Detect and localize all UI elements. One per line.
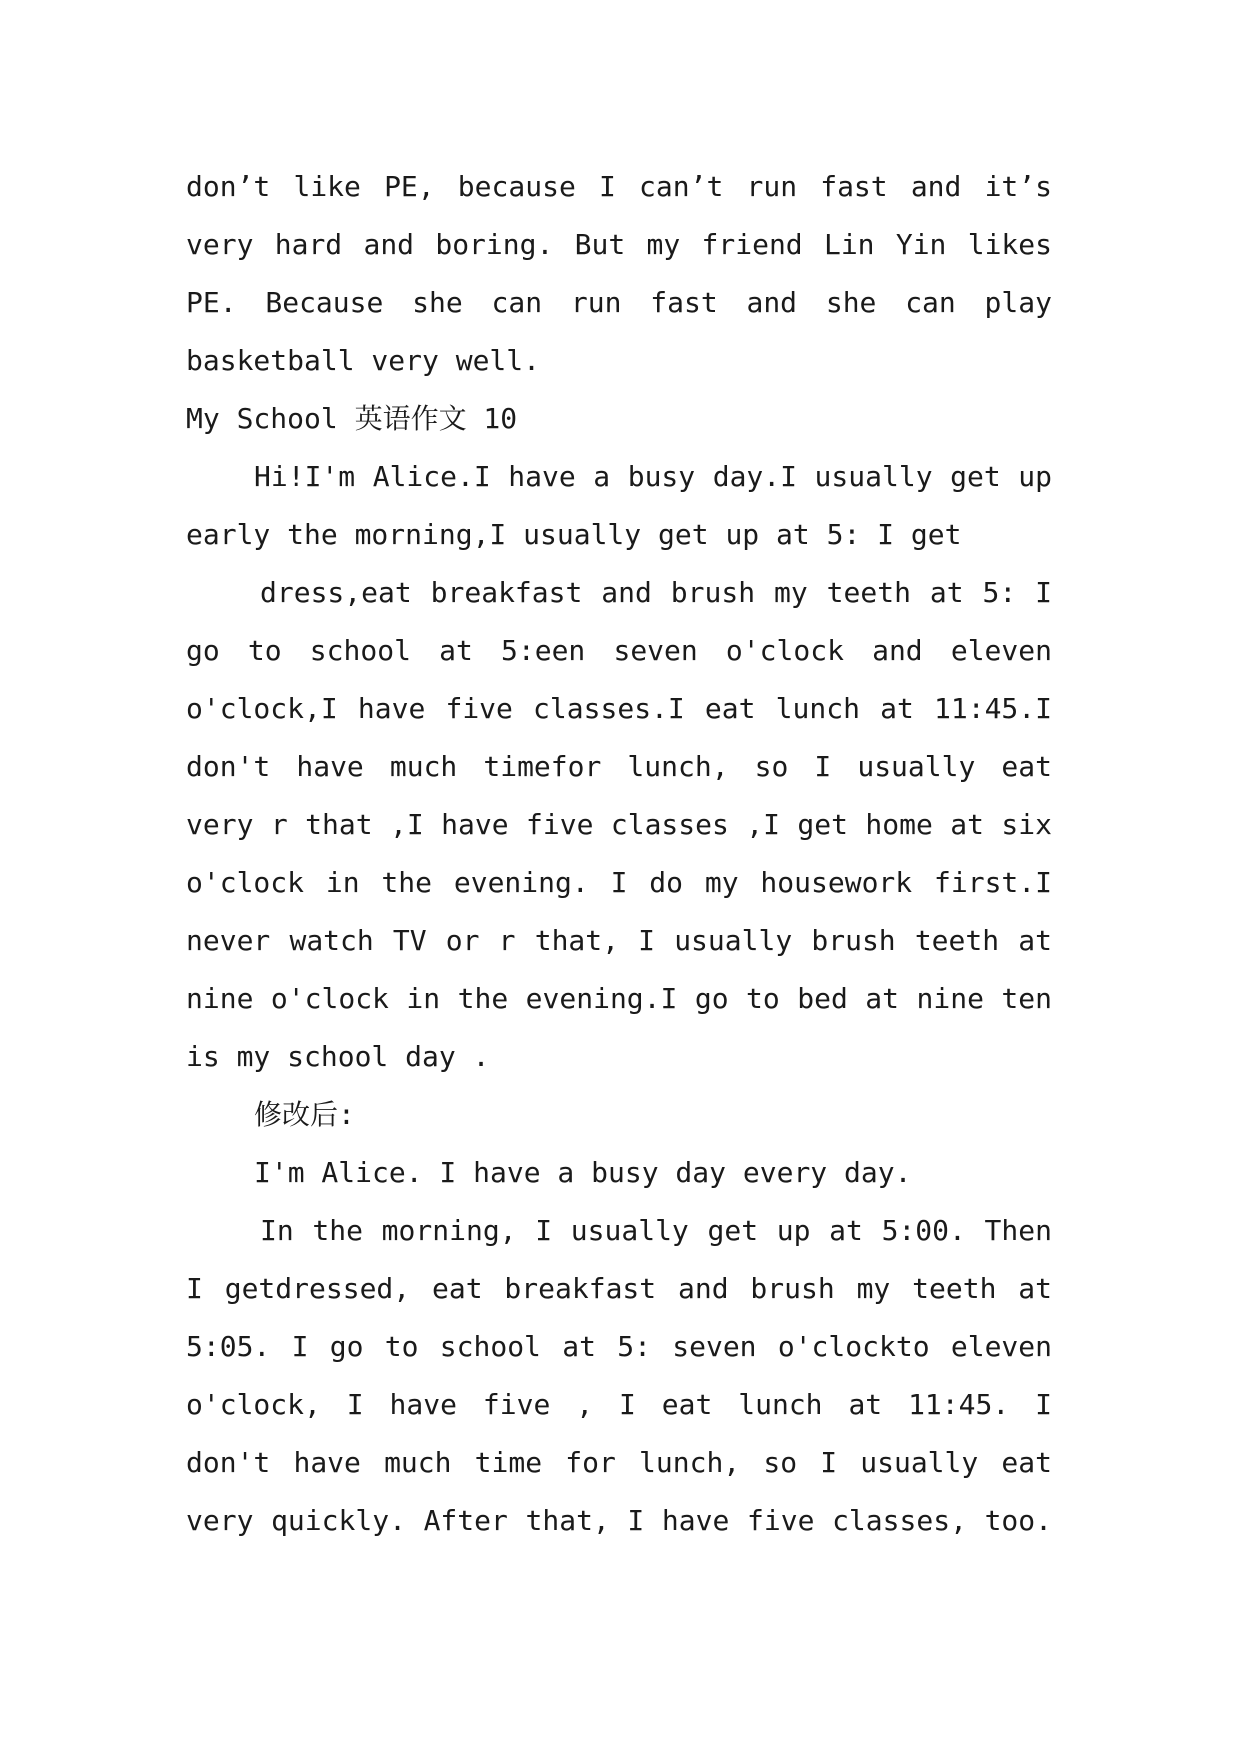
text-line: I getdressed, eat breakfast and brush my teeth at [186, 1272, 1052, 1305]
text-line: is my school day . [186, 1040, 490, 1073]
text-line: dress,eat breakfast and brush my teeth at 5: I [260, 576, 1052, 609]
text-line: I'm Alice. I have a busy day every day. [254, 1156, 912, 1189]
text-line: PE. Because she can run fast and she can play [186, 286, 1052, 319]
text-line: don’t like PE, because I can’t run fast and it’s [186, 170, 1052, 203]
text-line: o'clock in the evening. I do my housework first.I [186, 866, 1052, 899]
text-line: o'clock,I have five classes.I eat lunch at 11:45.I [186, 692, 1052, 725]
text-line: very r that ,I have five classes ,I get home at six [186, 808, 1052, 841]
text-line: early the morning,I usually get up at 5: I get [186, 518, 962, 551]
text-line: basketball very well. [186, 344, 541, 377]
text-line: never watch TV or r that, I usually brush teeth at [186, 924, 1052, 957]
section-heading: My School 英语作文 10 [186, 402, 518, 435]
text-line: 5:05. I go to school at 5: seven o'clockto eleven [186, 1330, 1052, 1363]
text-line: o'clock, I have five , I eat lunch at 11:45. I [186, 1388, 1052, 1421]
text-line: very quickly. After that, I have five classes, too. [186, 1504, 1052, 1537]
revision-label: 修改后: [254, 1098, 355, 1131]
text-line: go to school at 5:een seven o'clock and eleven [186, 634, 1052, 667]
text-line: nine o'clock in the evening.I go to bed at nine ten [186, 982, 1052, 1015]
text-line: don't have much time for lunch, so I usually eat [186, 1446, 1052, 1479]
text-line: Hi!I'm Alice.I have a busy day.I usually get up [254, 460, 1052, 493]
text-line: In the morning, I usually get up at 5:00. Then [260, 1214, 1052, 1247]
text-line: don't have much timefor lunch, so I usually eat [186, 750, 1052, 783]
text-line: very hard and boring. But my friend Lin Yin likes [186, 228, 1052, 261]
